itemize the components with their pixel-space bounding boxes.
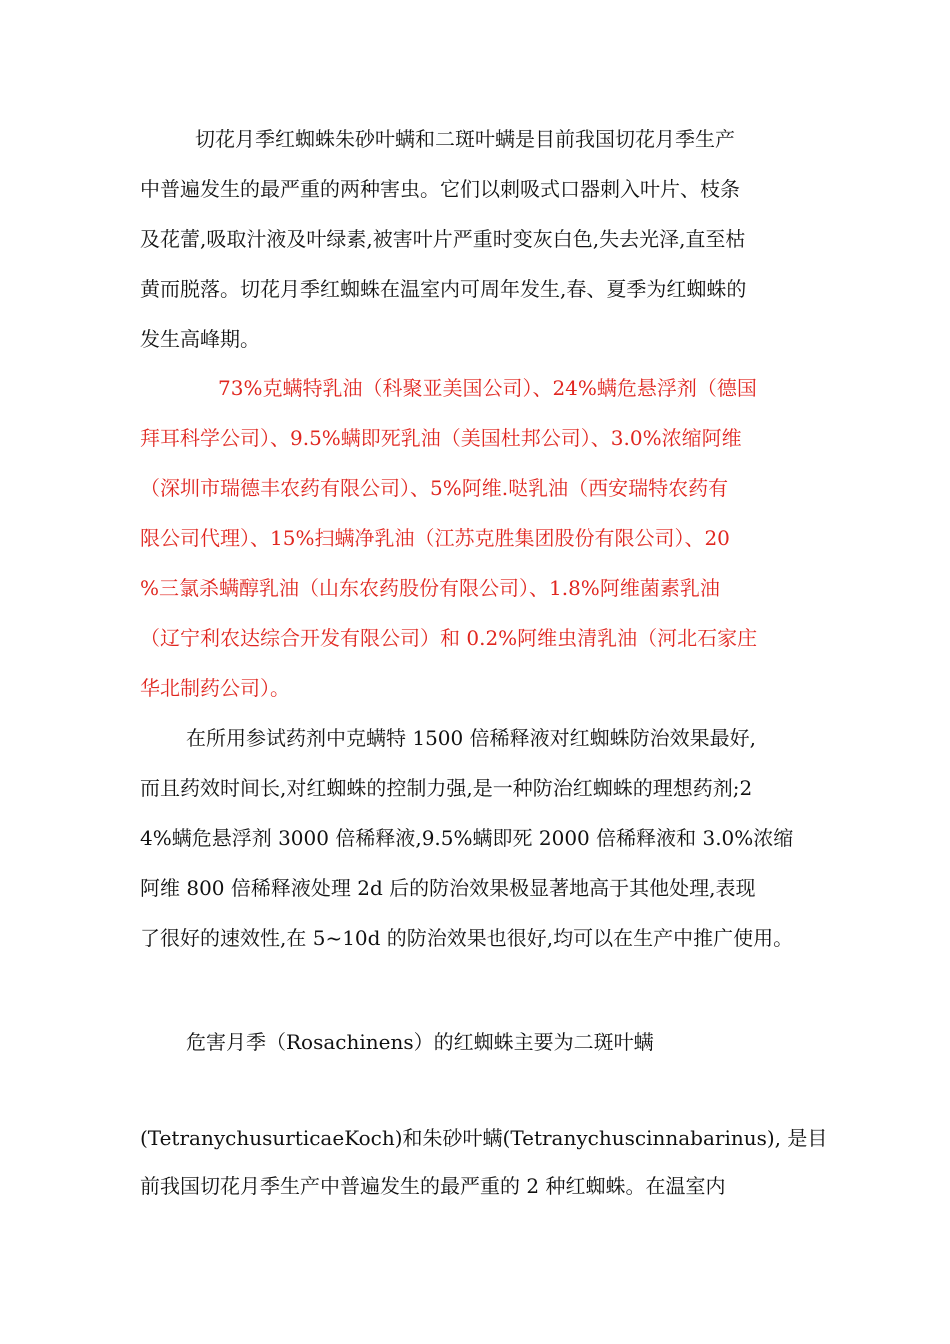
paragraph-2-line-5: %三氯杀螨醇乳油（山东农药股份有限公司）、1.8%阿维菌素乳油 [140,576,720,600]
paragraph-1-line-4: 黄而脱落。切花月季红蜘蛛在温室内可周年发生,春、夏季为红蜘蛛的 [140,277,747,301]
paragraph-4-line-1: 危害月季（Rosachinens）的红蜘蛛主要为二斑叶螨 [186,1030,654,1054]
paragraph-3-line-5: 了很好的速效性,在 5~10d 的防治效果也很好,均可以在生产中推广使用。 [140,926,794,950]
paragraph-1-line-5: 发生高峰期。 [140,327,260,351]
paragraph-1-line-2: 中普遍发生的最严重的两种害虫。它们以刺吸式口器刺入叶片、枝条 [140,177,740,201]
paragraph-2-line-3: （深圳市瑞德丰农药有限公司）、5%阿维.哒乳油（西安瑞特农药有 [140,476,729,500]
paragraph-3-line-4: 阿维 800 倍稀释液处理 2d 后的防治效果极显著地高于其他处理,表现 [140,876,756,900]
paragraph-3-line-1: 在所用参试药剂中克螨特 1500 倍稀释液对红蜘蛛防治效果最好, [186,726,756,750]
paragraph-5-line-1: (TetranychusurticaeKoch)和朱砂叶螨(Tetranychuscinnabarinus), 是目 [140,1126,828,1150]
paragraph-2-line-7: 华北制药公司）。 [140,676,290,700]
paragraph-3-line-2: 而且药效时间长,对红蜘蛛的控制力强,是一种防治红蜘蛛的理想药剂;2 [140,776,753,800]
paragraph-5-line-2: 前我国切花月季生产中普遍发生的最严重的 2 种红蜘蛛。在温室内 [140,1174,726,1198]
paragraph-1-line-1: 切花月季红蜘蛛朱砂叶螨和二斑叶螨是目前我国切花月季生产 [195,127,735,151]
paragraph-1-line-3: 及花蕾,吸取汁液及叶绿素,被害叶片严重时变灰白色,失去光泽,直至枯 [140,227,746,251]
paragraph-2-line-2: 拜耳科学公司）、9.5%螨即死乳油（美国杜邦公司）、3.0%浓缩阿维 [140,426,742,450]
paragraph-2-line-4: 限公司代理）、15%扫螨净乳油（江苏克胜集团股份有限公司）、20 [140,526,730,550]
paragraph-2-line-6: （辽宁利农达综合开发有限公司）和 0.2%阿维虫清乳油（河北石家庄 [140,626,758,650]
paragraph-3-line-3: 4%螨危悬浮剂 3000 倍稀释液,9.5%螨即死 2000 倍稀释液和 3.0%浓缩 [140,826,794,850]
paragraph-2-line-1: 73%克螨特乳油（科聚亚美国公司）、24%螨危悬浮剂（德国 [218,376,757,400]
